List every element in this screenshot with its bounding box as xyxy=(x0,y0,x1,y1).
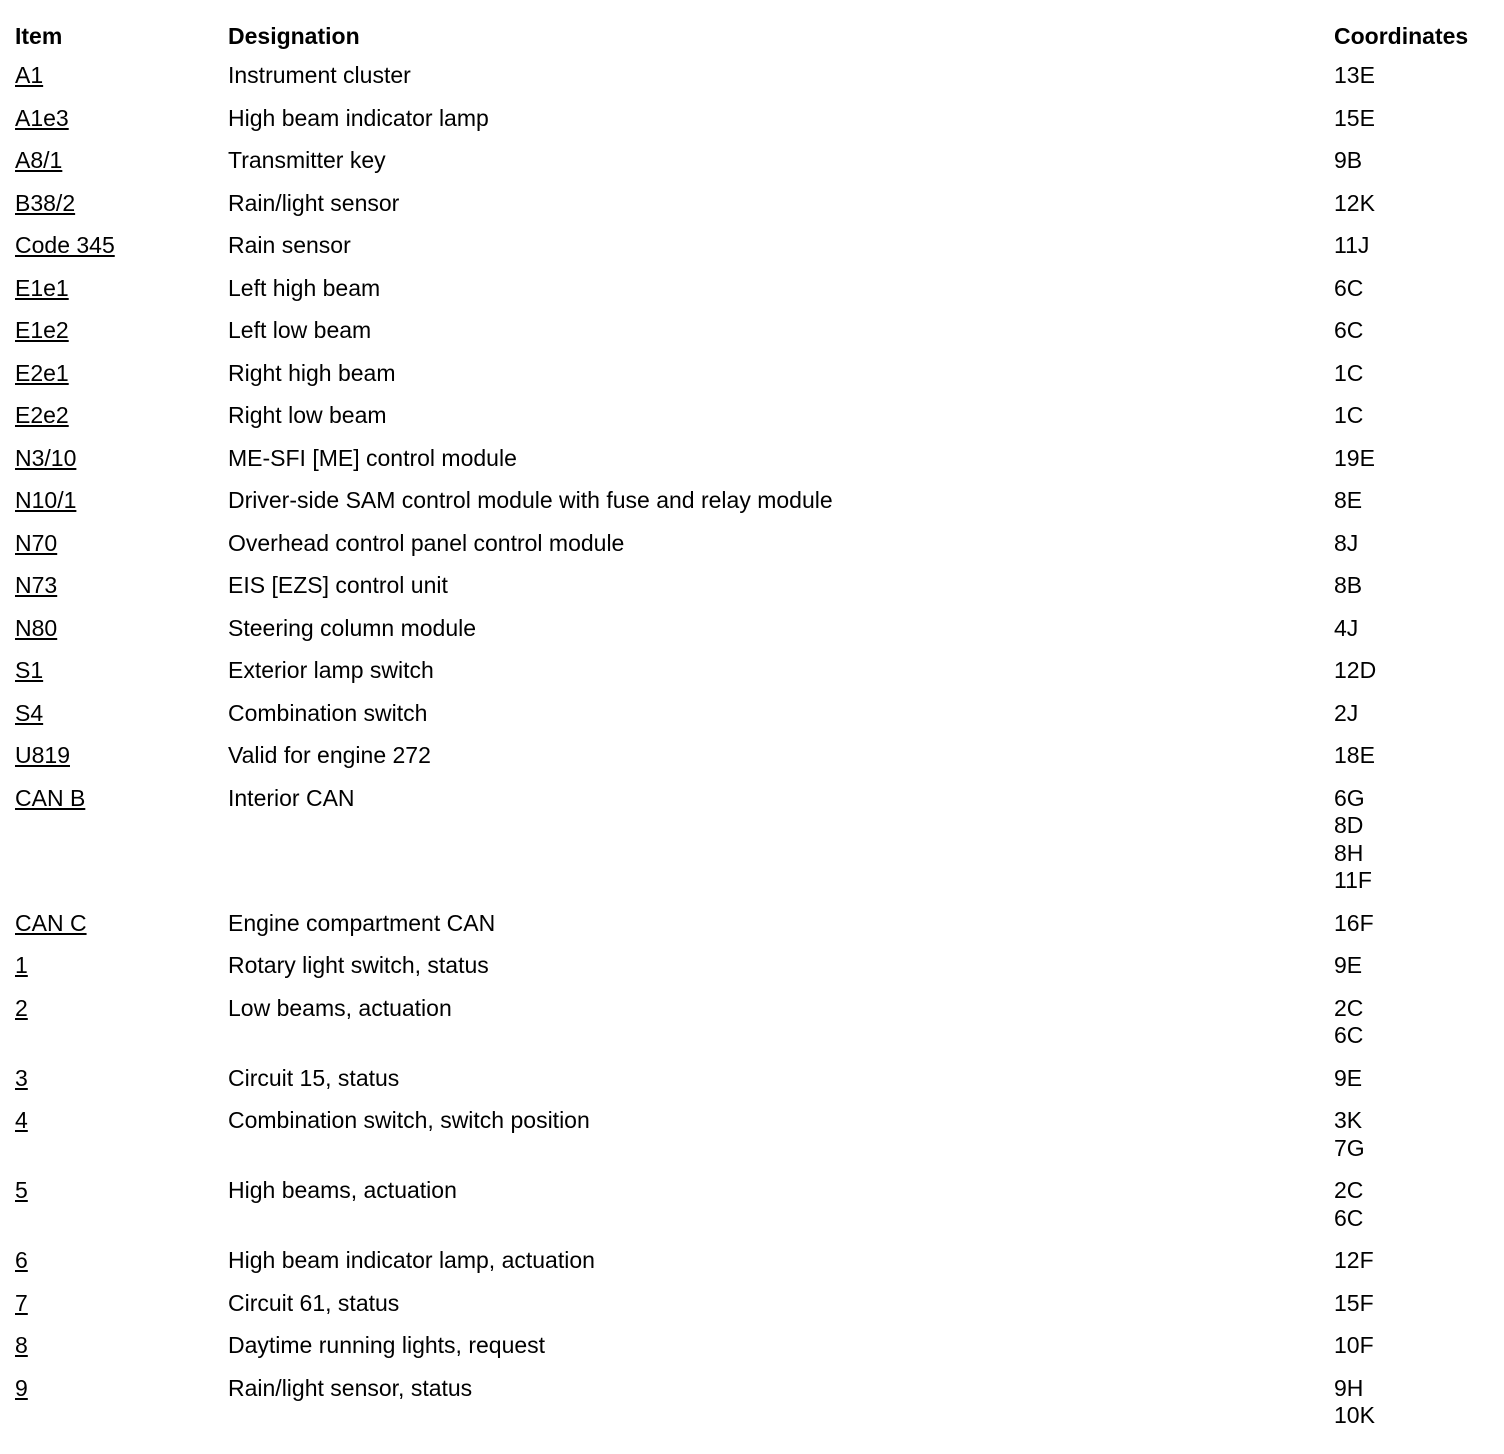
coordinate-value: 9E xyxy=(1334,952,1363,978)
legend-table xyxy=(15,21,1495,1445)
coordinate-value: 6C xyxy=(1334,274,1364,301)
coordinates-cell xyxy=(1334,317,1495,345)
table-row xyxy=(15,1177,1495,1232)
item-cell xyxy=(15,232,228,260)
item-link[interactable]: 6 xyxy=(15,1247,28,1273)
table-row xyxy=(15,445,1495,473)
item-link[interactable]: N10/1 xyxy=(15,487,77,513)
item-cell xyxy=(15,147,228,175)
table-row xyxy=(15,190,1495,218)
designation-cell: Rain/light sensor, status xyxy=(228,1374,473,1401)
coordinates-cell xyxy=(1334,530,1495,558)
designation-cell: Driver-side SAM control module with fuse and relay module xyxy=(228,487,833,513)
designation-cell: Rain/light sensor xyxy=(228,189,400,216)
coordinates-cell xyxy=(1334,402,1495,430)
coordinate-value: 8B xyxy=(1334,572,1363,598)
item-link[interactable]: N3/10 xyxy=(15,444,77,471)
coordinate-value: 1C xyxy=(1334,402,1364,428)
coordinates-cell xyxy=(1334,952,1495,980)
designation-cell: Left high beam xyxy=(228,274,381,301)
item-cell xyxy=(15,317,228,345)
table-row xyxy=(15,657,1495,685)
coordinate-value: 15F xyxy=(1334,1289,1374,1316)
designation-cell: Daytime running lights, request xyxy=(228,1332,546,1358)
designation-cell: Rotary light switch, status xyxy=(228,952,489,978)
coordinates-cell xyxy=(1334,1375,1495,1430)
designation-cell: Overhead control panel control module xyxy=(228,529,625,556)
item-cell xyxy=(15,572,228,600)
coordinates-cell xyxy=(1334,190,1495,218)
table-row xyxy=(15,1247,1495,1275)
coordinate-value: 9B xyxy=(1334,147,1363,173)
item-cell xyxy=(15,190,228,218)
item-cell xyxy=(15,487,228,515)
table-row xyxy=(15,1107,1495,1162)
coordinate-value: 12D xyxy=(1334,657,1377,683)
item-cell xyxy=(15,700,228,728)
designation-cell: High beam indicator lamp, actuation xyxy=(228,1247,595,1273)
coordinate-value: 19E xyxy=(1334,444,1375,471)
item-cell xyxy=(15,530,228,558)
table-row xyxy=(15,232,1495,260)
designation-cell: EIS [EZS] control unit xyxy=(228,572,448,598)
table-body xyxy=(15,62,1495,1430)
table-row xyxy=(15,105,1495,133)
table-row xyxy=(15,317,1495,345)
designation-cell: Steering column module xyxy=(228,614,477,641)
coordinate-value: 2C xyxy=(1334,994,1364,1021)
item-link[interactable]: N70 xyxy=(15,529,58,556)
table-row xyxy=(15,1332,1495,1360)
coordinates-cell xyxy=(1334,657,1495,685)
item-link[interactable]: E2e2 xyxy=(15,402,69,428)
table-header xyxy=(15,21,1495,62)
coordinates-cell xyxy=(1334,275,1495,303)
coordinates-cell xyxy=(1334,1177,1495,1232)
designation-cell: High beams, actuation xyxy=(228,1177,457,1203)
item-link[interactable]: E1e1 xyxy=(15,274,69,301)
coordinates-cell xyxy=(1334,1065,1495,1093)
coordinate-value: 8H xyxy=(1334,839,1364,866)
coordinate-value: 7G xyxy=(1334,1134,1365,1161)
item-link[interactable]: N73 xyxy=(15,572,58,598)
coordinates-cell xyxy=(1334,147,1495,175)
item-cell xyxy=(15,445,228,473)
designation-cell: Valid for engine 272 xyxy=(228,742,431,768)
coordinates-cell xyxy=(1334,445,1495,473)
item-cell xyxy=(15,62,228,90)
table-row xyxy=(15,1065,1495,1093)
designation-cell: Left low beam xyxy=(228,317,372,343)
coordinate-value: 6C xyxy=(1334,1022,1364,1048)
table-row xyxy=(15,785,1495,895)
coordinates-cell xyxy=(1334,910,1495,938)
designation-cell: Combination switch, switch position xyxy=(228,1107,590,1133)
header-designation: Designation xyxy=(228,23,360,49)
designation-cell: Right high beam xyxy=(228,359,396,386)
coordinate-value: 15E xyxy=(1334,104,1375,131)
item-link[interactable]: 1 xyxy=(15,952,28,978)
designation-cell: Rain sensor xyxy=(228,232,351,258)
item-link[interactable]: 8 xyxy=(15,1332,28,1358)
coordinates-cell xyxy=(1334,700,1495,728)
coordinate-value: 8J xyxy=(1334,529,1359,556)
table-row xyxy=(15,530,1495,558)
coordinate-value: 6C xyxy=(1334,317,1364,343)
coordinate-value: 12F xyxy=(1334,1247,1374,1273)
table-row xyxy=(15,995,1495,1050)
coordinates-cell xyxy=(1334,572,1495,600)
designation-cell: Combination switch xyxy=(228,699,428,726)
coordinates-cell xyxy=(1334,995,1495,1050)
item-cell xyxy=(15,360,228,388)
item-cell xyxy=(15,1290,228,1318)
designation-cell: Instrument cluster xyxy=(228,62,411,88)
coordinate-value: 9H xyxy=(1334,1374,1364,1401)
item-cell xyxy=(15,785,228,895)
coordinate-value: 4J xyxy=(1334,614,1359,641)
item-cell xyxy=(15,402,228,430)
item-cell xyxy=(15,657,228,685)
table-row xyxy=(15,952,1495,980)
item-cell xyxy=(15,105,228,133)
table-row xyxy=(15,700,1495,728)
coordinates-cell xyxy=(1334,1247,1495,1275)
coordinate-value: 18E xyxy=(1334,742,1375,768)
designation-cell: Low beams, actuation xyxy=(228,994,452,1021)
designation-cell: Transmitter key xyxy=(228,147,386,173)
item-link[interactable]: B38/2 xyxy=(15,189,76,216)
designation-cell: Exterior lamp switch xyxy=(228,657,434,683)
coordinates-cell xyxy=(1334,1290,1495,1318)
designation-cell: Interior CAN xyxy=(228,784,355,811)
coordinate-value: 2J xyxy=(1334,699,1359,726)
item-link[interactable]: A1e3 xyxy=(15,104,69,131)
item-cell xyxy=(15,1065,228,1093)
item-link[interactable]: E1e2 xyxy=(15,317,69,343)
item-link[interactable]: 7 xyxy=(15,1289,28,1316)
coordinates-cell xyxy=(1334,615,1495,643)
item-cell xyxy=(15,1332,228,1360)
item-cell xyxy=(15,1375,228,1430)
designation-cell: Circuit 15, status xyxy=(228,1064,400,1091)
coordinate-value: 3K xyxy=(1334,1107,1363,1133)
table-row xyxy=(15,275,1495,303)
coordinate-value: 8D xyxy=(1334,812,1364,838)
item-link[interactable]: 2 xyxy=(15,994,28,1021)
item-link[interactable]: N80 xyxy=(15,614,58,641)
coordinate-value: 11F xyxy=(1334,867,1372,893)
item-link[interactable]: S1 xyxy=(15,657,44,683)
table-row xyxy=(15,572,1495,600)
header-coordinates: Coordinates xyxy=(1334,23,1469,49)
item-cell xyxy=(15,742,228,770)
coordinate-value: 12K xyxy=(1334,189,1375,216)
item-link[interactable]: CAN B xyxy=(15,784,86,811)
coordinates-cell xyxy=(1334,1332,1495,1360)
coordinate-value: 6G xyxy=(1334,784,1365,811)
coordinates-cell xyxy=(1334,742,1495,770)
table-row xyxy=(15,147,1495,175)
designation-cell: Engine compartment CAN xyxy=(228,909,496,936)
coordinate-value: 16F xyxy=(1334,909,1374,936)
designation-cell: Circuit 61, status xyxy=(228,1289,400,1316)
item-cell xyxy=(15,995,228,1050)
coordinates-cell xyxy=(1334,487,1495,515)
item-cell xyxy=(15,952,228,980)
item-cell xyxy=(15,1247,228,1275)
item-link[interactable]: E2e1 xyxy=(15,359,69,386)
item-cell xyxy=(15,1107,228,1162)
item-cell xyxy=(15,910,228,938)
designation-cell: Right low beam xyxy=(228,402,387,428)
coordinates-cell xyxy=(1334,785,1495,895)
item-link[interactable]: Code 345 xyxy=(15,232,115,258)
table-row xyxy=(15,742,1495,770)
designation-cell: ME-SFI [ME] control module xyxy=(228,444,517,471)
header-item: Item xyxy=(15,23,63,49)
table-row xyxy=(15,402,1495,430)
table-row xyxy=(15,360,1495,388)
item-link[interactable]: A1 xyxy=(15,62,44,88)
coordinate-value: 9E xyxy=(1334,1064,1363,1091)
coordinates-cell xyxy=(1334,105,1495,133)
coordinate-value: 8E xyxy=(1334,487,1363,513)
designation-cell: High beam indicator lamp xyxy=(228,104,489,131)
item-cell xyxy=(15,615,228,643)
table-row xyxy=(15,1375,1495,1430)
coordinate-value: 2C xyxy=(1334,1177,1364,1203)
table-row xyxy=(15,62,1495,90)
item-cell xyxy=(15,1177,228,1232)
table-row xyxy=(15,615,1495,643)
coordinate-value: 1C xyxy=(1334,359,1364,386)
coordinates-cell xyxy=(1334,62,1495,90)
coordinate-value: 10F xyxy=(1334,1332,1374,1358)
item-link[interactable]: 4 xyxy=(15,1107,28,1133)
item-link[interactable]: 9 xyxy=(15,1374,28,1401)
item-link[interactable]: U819 xyxy=(15,742,70,768)
coordinate-value: 10K xyxy=(1334,1402,1375,1428)
coordinates-cell xyxy=(1334,360,1495,388)
coordinate-value: 11J xyxy=(1334,232,1370,258)
coordinate-value: 13E xyxy=(1334,62,1375,88)
item-cell xyxy=(15,275,228,303)
item-link[interactable]: A8/1 xyxy=(15,147,63,173)
table-row xyxy=(15,910,1495,938)
item-link[interactable]: 5 xyxy=(15,1177,28,1203)
coordinates-cell xyxy=(1334,232,1495,260)
table-row xyxy=(15,1290,1495,1318)
item-link[interactable]: S4 xyxy=(15,699,44,726)
table-row xyxy=(15,487,1495,515)
coordinates-cell xyxy=(1334,1107,1495,1162)
coordinate-value: 6C xyxy=(1334,1204,1364,1231)
item-link[interactable]: 3 xyxy=(15,1064,28,1091)
item-link[interactable]: CAN C xyxy=(15,909,87,936)
